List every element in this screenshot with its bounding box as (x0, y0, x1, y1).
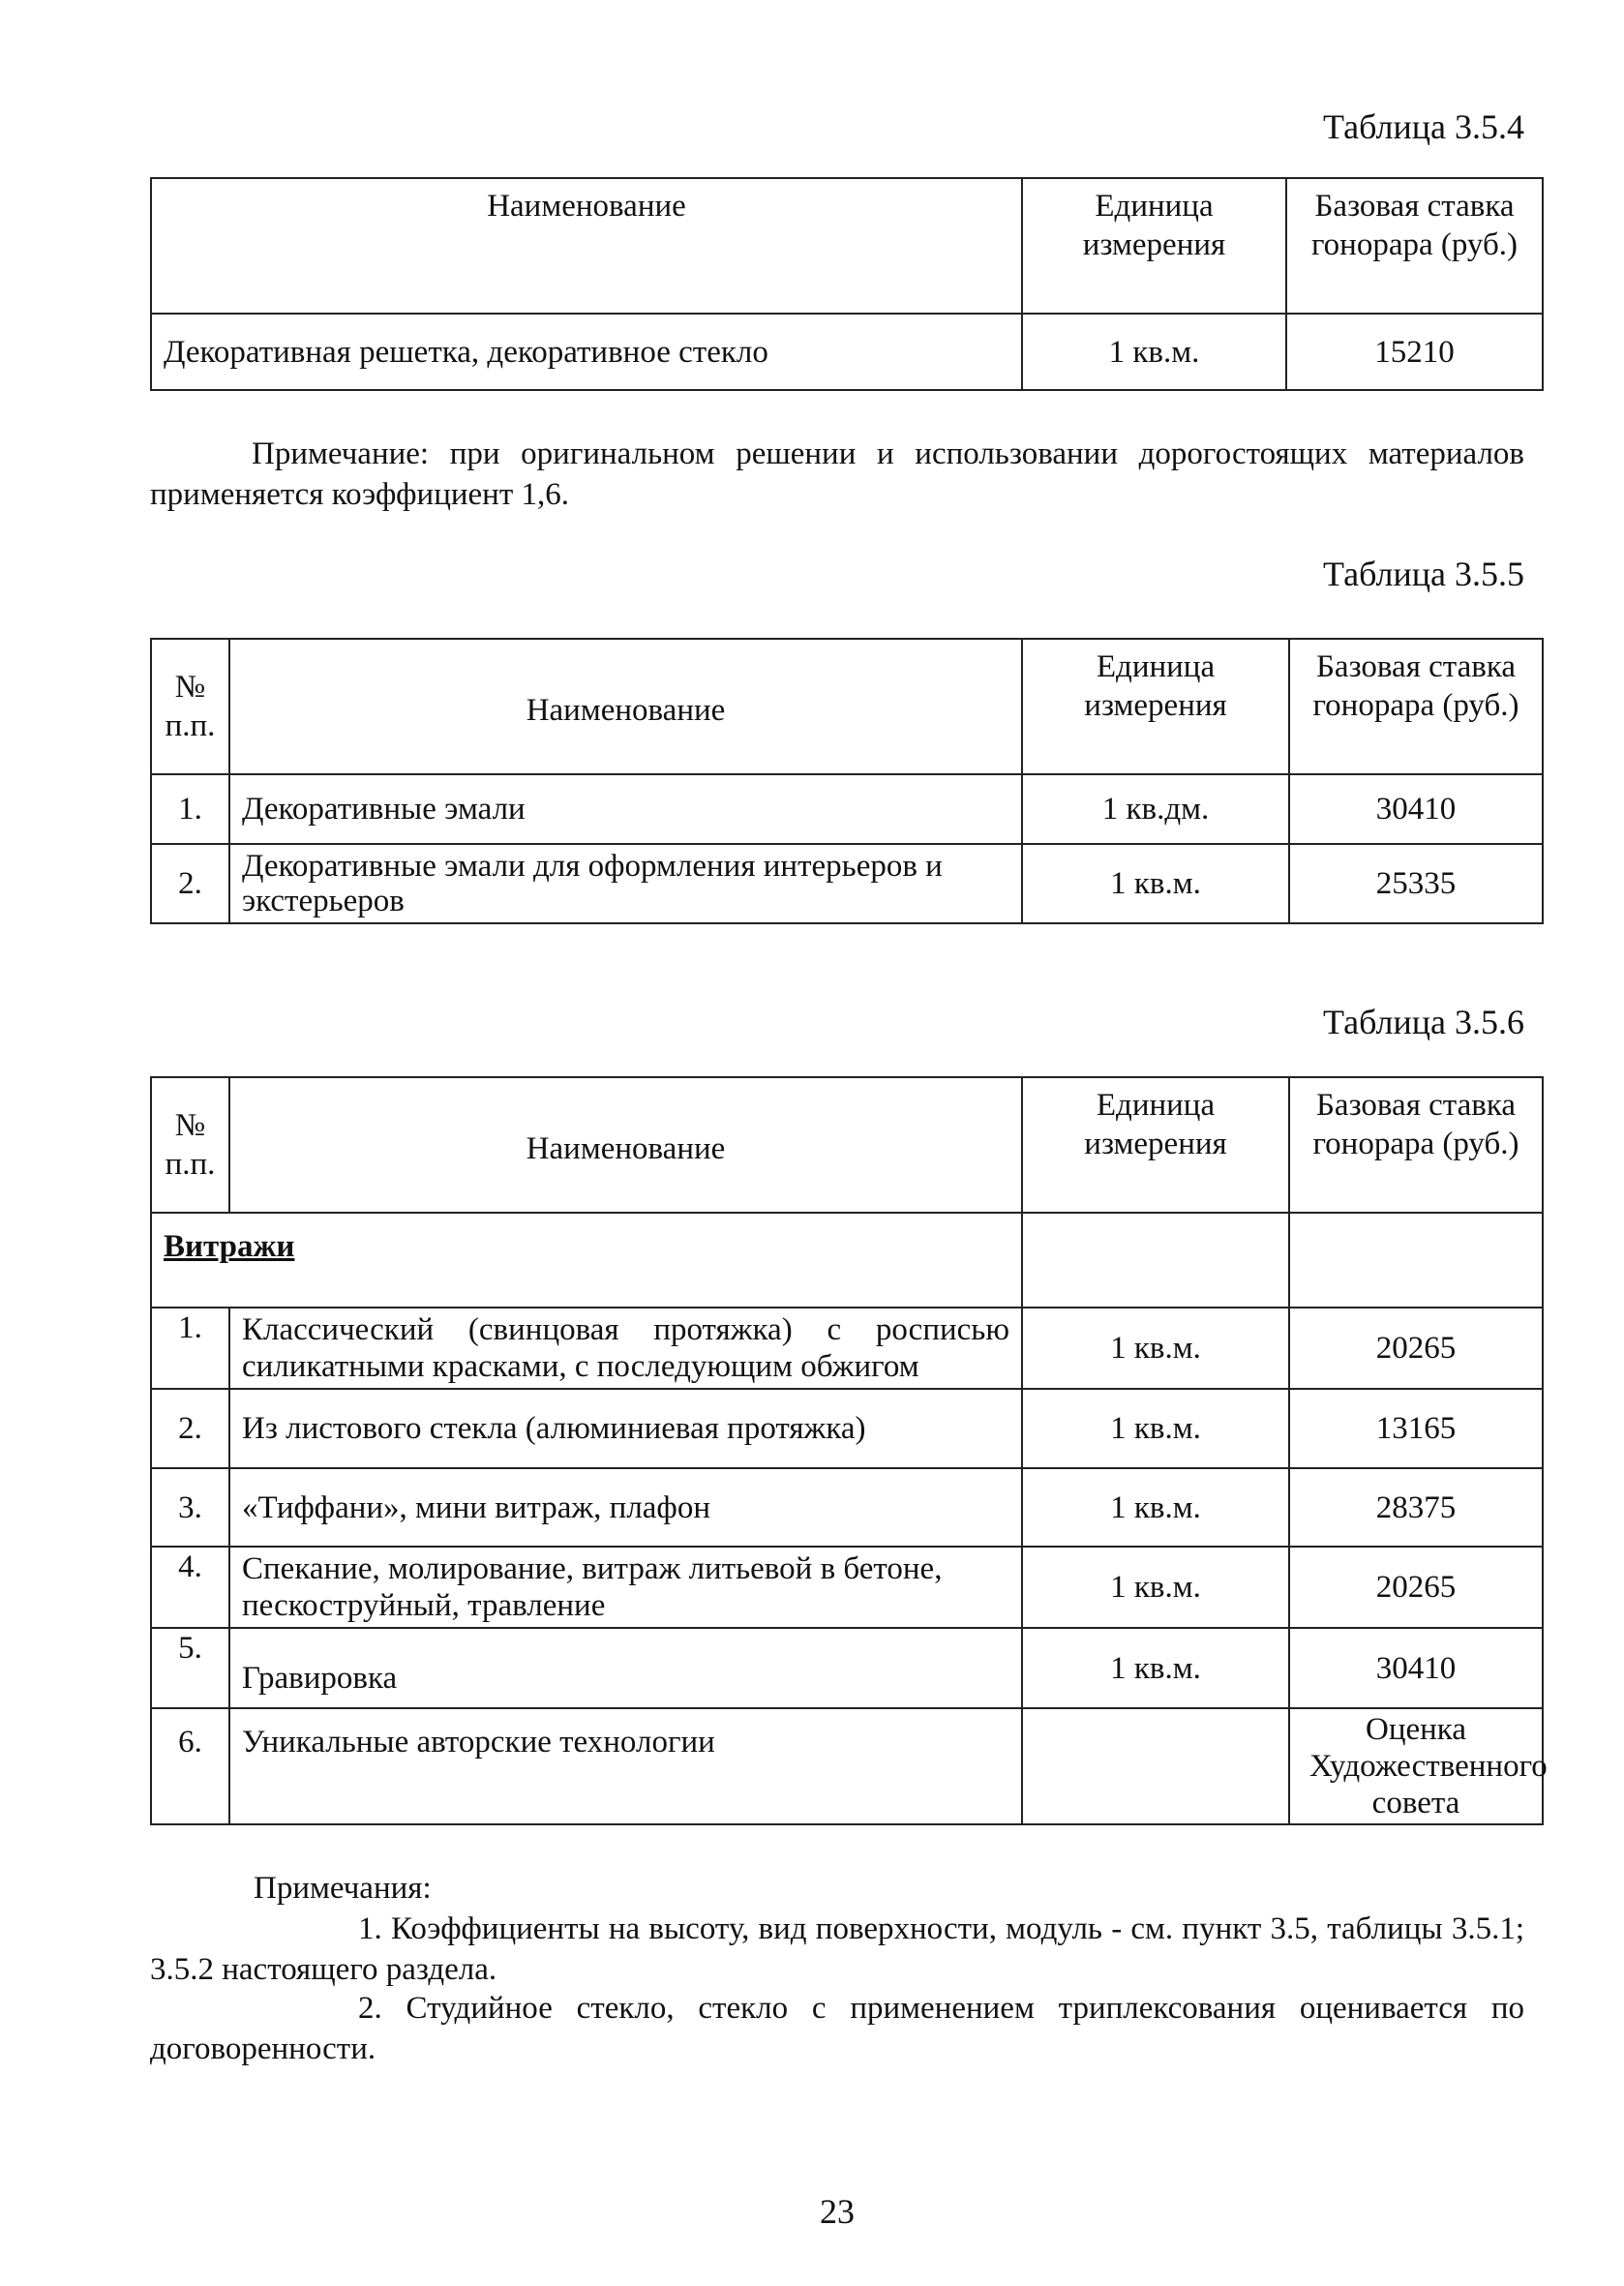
table-row (151, 1708, 1543, 1824)
header-rate: Базовая ставка гонорара (руб.) (1286, 178, 1543, 314)
header-name: Наименование (229, 1077, 1022, 1213)
header-num: № п.п. (151, 639, 229, 774)
cell-rate: 30410 (1289, 774, 1543, 844)
cell-unit (1022, 1708, 1289, 1824)
cell-rate: 30410 (1289, 1628, 1543, 1708)
cell-name: Гравировка (229, 1628, 1022, 1708)
cell-name: Декоративные эмали для оформления интерьеров и экстерьеров (229, 844, 1022, 923)
cell-num: 1. (151, 774, 229, 844)
header-name: Наименование (229, 639, 1022, 774)
table-row (151, 1468, 1543, 1547)
note-item-1: 1. Коэффициенты на высоту, вид поверхности, модуль - см. пункт 3.5, таблицы 3.5.1; 3.5.2 настоящего раздела. (150, 1911, 1524, 1987)
header-unit: Единица измерения (1022, 178, 1286, 314)
section-title: Витражи (164, 1229, 295, 1264)
cell-name: Из листового стекла (алюминиевая протяжка) (229, 1389, 1022, 1468)
cell-rate: Оценка Художественного совета (1289, 1708, 1543, 1824)
cell-rate: 20265 (1289, 1547, 1543, 1628)
cell-unit: 1 кв.м. (1022, 1308, 1289, 1389)
cell-num: 2. (151, 1389, 229, 1468)
table-row (151, 1308, 1543, 1389)
notes-heading: Примечания: (254, 1871, 432, 1906)
table-row (151, 314, 1543, 390)
table-header-row (151, 639, 1543, 774)
cell-name: Декоративные эмали (229, 774, 1022, 844)
cell-unit: 1 кв.м. (1022, 314, 1286, 390)
cell-name: Классический (свинцовая протяжка) с росписью силикатными красками, с последующим обжигом (229, 1308, 1022, 1389)
cell-unit: 1 кв.м. (1022, 844, 1289, 923)
cell-unit: 1 кв.м. (1022, 1628, 1289, 1708)
header-rate: Базовая ставка гонорара (руб.) (1289, 1077, 1543, 1213)
cell-num: 4. (151, 1547, 229, 1628)
table-3-5-6 (150, 1076, 1548, 1825)
cell-unit: 1 кв.м. (1022, 1468, 1289, 1547)
table-3-5-5-title: Таблица 3.5.5 (1323, 555, 1524, 593)
table-3-5-4-title: Таблица 3.5.4 (1323, 107, 1524, 146)
cell-name: «Тиффани», мини витраж, плафон (229, 1468, 1022, 1547)
table-row (151, 774, 1543, 844)
cell-name: Декоративная решетка, декоративное стекло (151, 314, 1022, 390)
table-row (151, 844, 1543, 923)
note-3-5-4: Примечание: при оригинальном решении и использовании дорогостоящих материалов применяется коэффициент 1,6. (150, 436, 1524, 512)
cell-name: Уникальные авторские технологии (229, 1708, 1022, 1824)
cell-unit: 1 кв.м. (1022, 1389, 1289, 1468)
cell-num: 5. (151, 1628, 229, 1708)
table-header-row (151, 1077, 1543, 1213)
section-row (151, 1213, 1543, 1308)
table-3-5-4 (150, 177, 1544, 391)
table-3-5-5 (150, 638, 1544, 924)
note-item-2: 2. Студийное стекло, стекло с применением триплексования оценивается по договоренности. (150, 1991, 1524, 2066)
header-rate: Базовая ставка гонорара (руб.) (1289, 639, 1543, 774)
header-num: № п.п. (151, 1077, 229, 1213)
header-unit: Единица измерения (1022, 1077, 1289, 1213)
table-3-5-6-title: Таблица 3.5.6 (1323, 1003, 1524, 1041)
table-header-row (151, 178, 1543, 314)
cell-num: 6. (151, 1708, 229, 1824)
cell-name: Спекание, молирование, витраж литьевой в бетоне, пескоструйный, травление (229, 1547, 1022, 1628)
header-unit: Единица измерения (1022, 639, 1289, 774)
table-row (151, 1389, 1543, 1468)
cell-rate: 25335 (1289, 844, 1543, 923)
cell-num: 1. (151, 1308, 229, 1389)
cell-rate: 15210 (1286, 314, 1543, 390)
cell-rate: 13165 (1289, 1389, 1543, 1468)
cell-num: 2. (151, 844, 229, 923)
table-row (151, 1628, 1543, 1708)
cell-unit: 1 кв.м. (1022, 1547, 1289, 1628)
cell-num: 3. (151, 1468, 229, 1547)
cell-rate: 28375 (1289, 1468, 1543, 1547)
page-number: 23 (820, 2192, 855, 2231)
header-name: Наименование (151, 178, 1022, 314)
cell-unit: 1 кв.дм. (1022, 774, 1289, 844)
table-row (151, 1547, 1543, 1628)
cell-rate: 20265 (1289, 1308, 1543, 1389)
